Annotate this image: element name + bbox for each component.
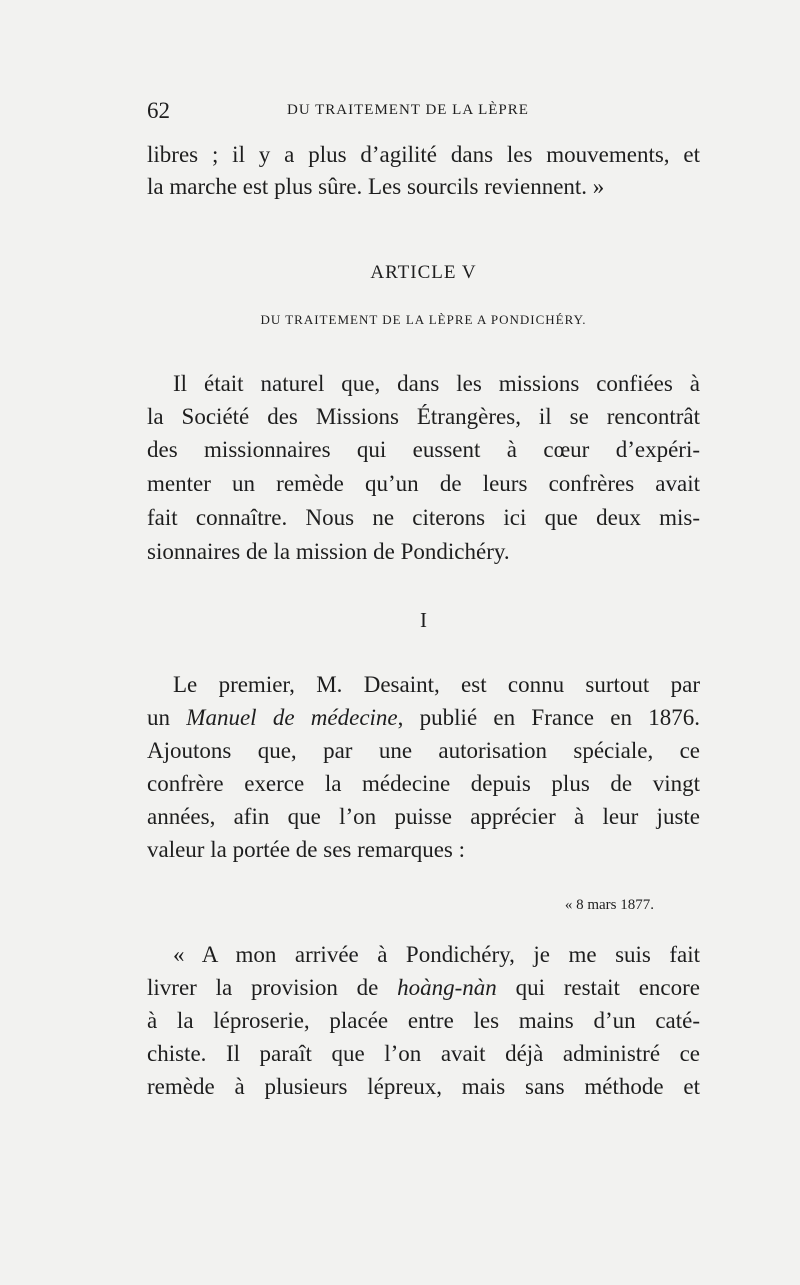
paragraph-line: la Société des Missions Étrangères, il se rencontrât xyxy=(147,404,700,429)
letter-line: à la léproserie, placée entre les mains d’un caté- xyxy=(147,1008,700,1033)
paragraph-line: Il était naturel que, dans les missions confiées à xyxy=(173,371,700,396)
intro-line: libres ; il y a plus d’agilité dans les mouvements, et xyxy=(147,142,700,167)
article-heading: ARTICLE V xyxy=(370,262,477,283)
plant-name-italic: hoàng-nàn xyxy=(397,975,497,1000)
article-subheading: DU TRAITEMENT DE LA LÈPRE A PONDICHÉRY. xyxy=(260,312,587,327)
letter-line: remède à plusieurs lépreux, mais sans méthode et xyxy=(147,1074,700,1099)
paragraph-line: Le premier, M. Desaint, est connu surtout par xyxy=(173,672,700,697)
letter-line xyxy=(147,973,700,1003)
paragraph-line: des missionnaires qui eussent à cœur d’expéri- xyxy=(147,437,700,462)
text-run: livrer la provision de xyxy=(147,975,398,1000)
paragraph-line: années, afin que l’on puisse apprécier à leur juste xyxy=(147,804,700,829)
paragraph-line: valeur la portée de ses remarques : xyxy=(147,837,466,862)
letter-line: chiste. Il paraît que l’on avait déjà administré ce xyxy=(147,1041,700,1066)
letter-line: « A mon arrivée à Pondichéry, je me suis fait xyxy=(173,942,700,967)
page-number: 62 xyxy=(147,98,170,123)
paragraph-line: sionnaires de la mission de Pondichéry. xyxy=(147,539,510,564)
paragraph-line: confrère exerce la médecine depuis plus de vingt xyxy=(147,771,700,796)
paragraph-line: Ajoutons que, par une autorisation spéciale, ce xyxy=(147,738,700,763)
text-run: un xyxy=(147,705,187,730)
running-head xyxy=(147,98,700,128)
text-run: qui restait encore xyxy=(496,975,700,1000)
running-title: DU TRAITEMENT DE LA LÈPRE xyxy=(287,102,529,118)
paragraph-line: fait connaître. Nous ne citerons ici que deux mis- xyxy=(147,505,700,530)
text-run: , publié en France en 1876. xyxy=(397,705,700,730)
paragraph-line: menter un remède qu’un de leurs confrères avait xyxy=(147,471,700,496)
paragraph-line xyxy=(147,703,700,733)
section-numeral: I xyxy=(420,608,427,632)
book-title-italic: Manuel de médecine xyxy=(186,705,398,730)
intro-line: la marche est plus sûre. Les sourcils reviennent. » xyxy=(147,174,605,199)
letter-dateline: « 8 mars 1877. xyxy=(564,897,654,913)
